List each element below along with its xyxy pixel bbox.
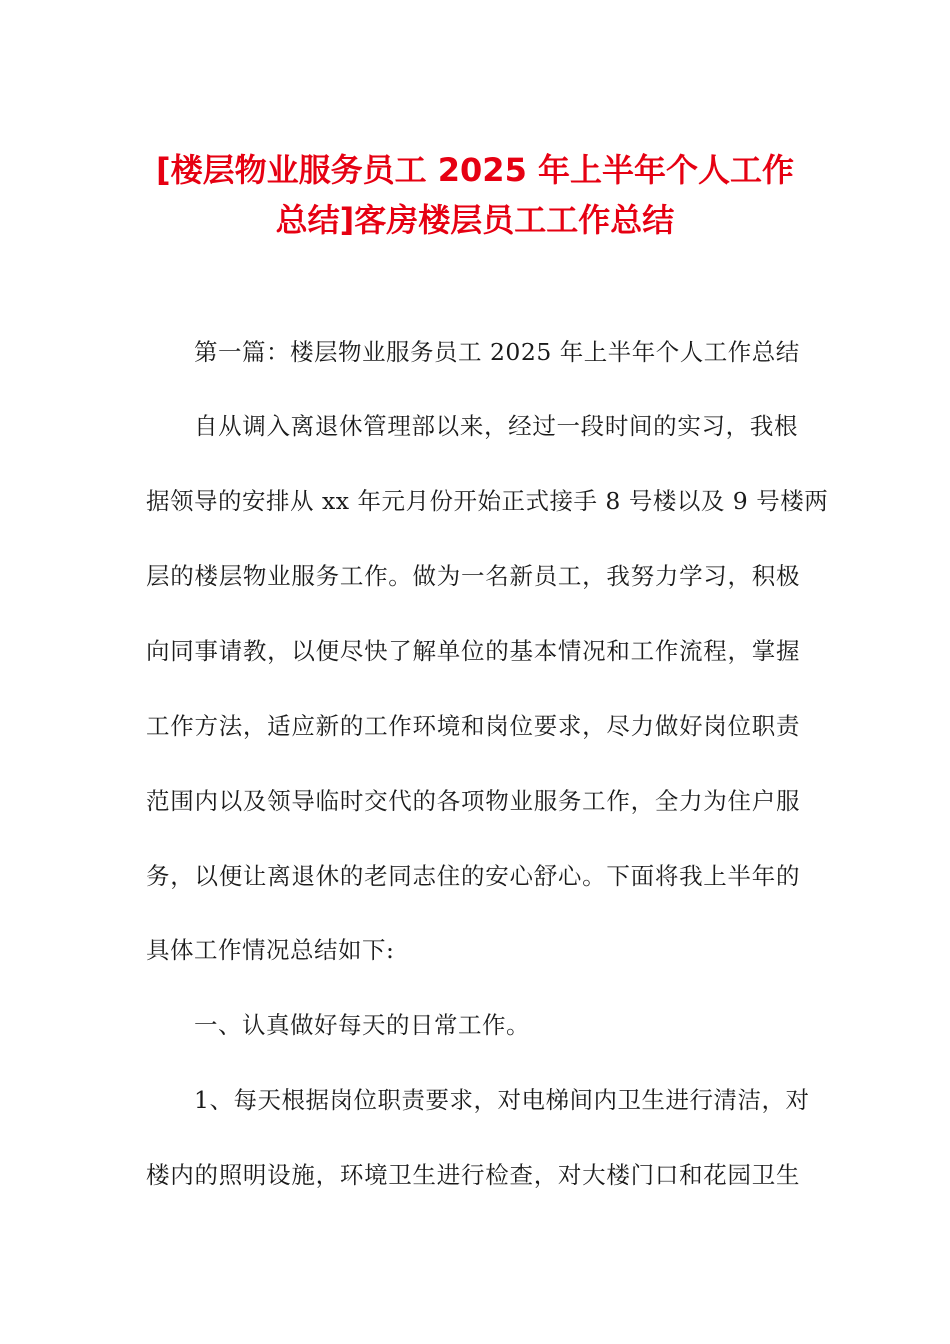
paragraph-line: 层的楼层物业服务工作。做为一名新员工，我努力学习，积极	[146, 562, 800, 590]
document-title-line-2: 总结]客房楼层员工工作总结	[275, 201, 675, 239]
paragraph-line: 务，以便让离退休的老同志住的安心舒心。下面将我上半年的	[146, 862, 800, 890]
document-title-line-1: [楼层物业服务员工 2025 年上半年个人工作	[156, 151, 794, 189]
section-heading: 第一篇：楼层物业服务员工 2025 年上半年个人工作总结	[194, 338, 800, 366]
section-subheading: 一、认真做好每天的日常工作。	[194, 1011, 530, 1039]
list-item-line: 楼内的照明设施，环境卫生进行检查，对大楼门口和花园卫生	[146, 1161, 800, 1189]
paragraph-line: 具体工作情况总结如下:	[146, 936, 395, 964]
paragraph-line: 范围内以及领导临时交代的各项物业服务工作，全力为住户服	[146, 787, 800, 815]
paragraph-line: 工作方法，适应新的工作环境和岗位要求，尽力做好岗位职责	[146, 712, 800, 740]
paragraph-line: 自从调入离退休管理部以来，经过一段时间的实习，我根	[194, 412, 798, 440]
list-item-line: 1、每天根据岗位职责要求，对电梯间内卫生进行清洁，对	[194, 1086, 810, 1114]
paragraph-line: 据领导的安排从 xx 年元月份开始正式接手 8 号楼以及 9 号楼两	[146, 487, 829, 515]
paragraph-line: 向同事请教，以便尽快了解单位的基本情况和工作流程，掌握	[146, 637, 800, 665]
